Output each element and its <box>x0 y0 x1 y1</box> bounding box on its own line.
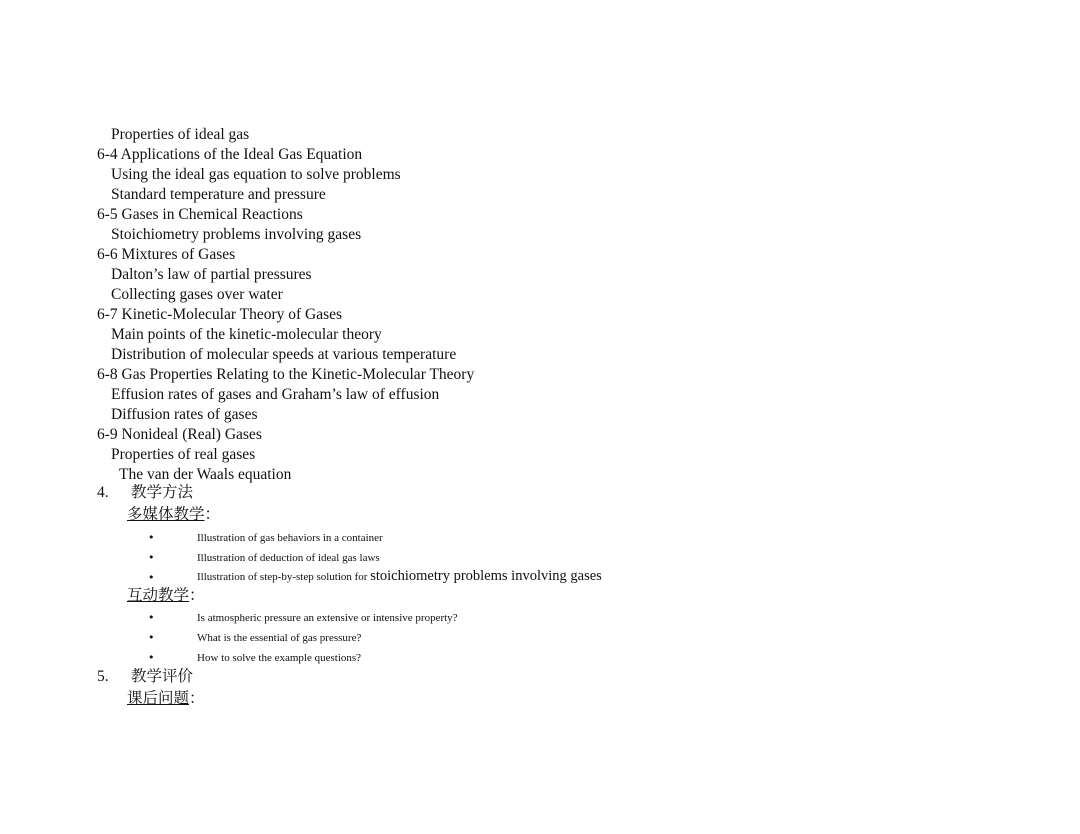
outline-line: Distribution of molecular speeds at various temperature <box>111 346 457 363</box>
outline-heading: 6-4 Applications of the Ideal Gas Equation <box>97 146 363 163</box>
outline-line: Main points of the kinetic-molecular theory <box>111 326 382 343</box>
colon: ： <box>204 506 221 523</box>
section-number: 5. <box>97 668 109 685</box>
bullet-icon: • <box>148 551 155 564</box>
outline-line: Collecting gases over water <box>111 286 283 303</box>
bullet-icon: • <box>148 611 155 624</box>
colon: ： <box>189 587 205 604</box>
interactive-heading-text: 互动教学 <box>127 587 190 604</box>
outline-line: Using the ideal gas equation to solve problems <box>111 166 401 183</box>
outline-line: Properties of ideal gas <box>111 126 250 143</box>
colon: ： <box>189 690 205 707</box>
bullet-icon: • <box>148 531 155 544</box>
outline-heading: 6-9 Nonideal (Real) Gases <box>97 426 262 443</box>
list-item: Is atmospheric pressure an extensive or intensive property? <box>197 612 458 624</box>
section-title: 教学评价 <box>131 668 194 685</box>
section-title: 教学方法 <box>131 484 194 501</box>
list-item-prefix: Illustration of step-by-step solution for <box>197 571 371 583</box>
subsection-heading-interactive <box>127 587 205 605</box>
subsection-heading-homework <box>127 690 205 708</box>
list-item: What is the essential of gas pressure? <box>197 632 362 644</box>
outline-line: Standard temperature and pressure <box>111 186 326 203</box>
outline-heading: 6-8 Gas Properties Relating to the Kinetic-Molecular Theory <box>97 366 475 383</box>
section-number: 4. <box>97 484 109 501</box>
bullet-icon: • <box>148 651 155 664</box>
outline-heading: 6-7 Kinetic-Molecular Theory of Gases <box>97 306 343 323</box>
homework-heading-text: 课后问题 <box>127 690 190 707</box>
outline-heading: 6-5 Gases in Chemical Reactions <box>97 206 303 223</box>
multimedia-heading-text: 多媒体教学 <box>127 506 205 523</box>
outline-line: Stoichiometry problems involving gases <box>111 226 362 243</box>
outline-line: The van der Waals equation <box>119 466 292 483</box>
outline-line: Diffusion rates of gases <box>111 406 258 423</box>
outline-line: Properties of real gases <box>111 446 256 463</box>
bullet-icon: • <box>148 571 155 584</box>
list-item-suffix: stoichiometry problems involving gases <box>370 568 602 584</box>
outline-line: Effusion rates of gases and Graham’s law of effusion <box>111 386 440 403</box>
outline-heading: 6-6 Mixtures of Gases <box>97 246 236 263</box>
list-item: Illustration of gas behaviors in a container <box>197 532 383 544</box>
list-item <box>197 569 602 584</box>
list-item: Illustration of deduction of ideal gas laws <box>197 552 380 564</box>
outline-line: Dalton’s law of partial pressures <box>111 266 312 283</box>
bullet-icon: • <box>148 631 155 644</box>
list-item: How to solve the example questions? <box>197 652 362 664</box>
subsection-heading-multimedia <box>127 506 220 524</box>
